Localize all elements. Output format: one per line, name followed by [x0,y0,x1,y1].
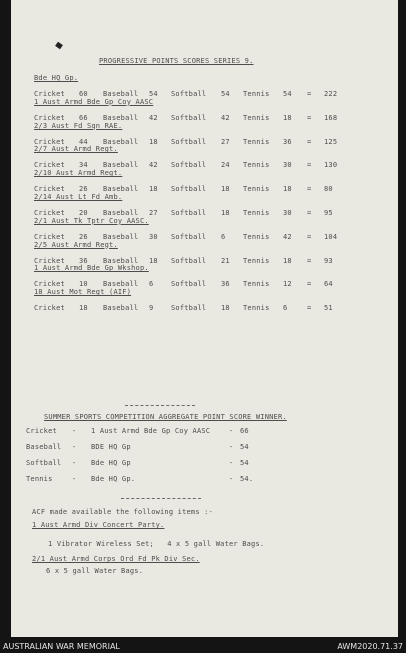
score-value: 18 [283,256,292,265]
sport-label: Cricket [34,209,65,217]
sport-label: Softball [171,209,207,217]
winner-sport: Baseball [26,443,62,451]
sport-label: Cricket [34,280,65,289]
unit-name: 18 Aust Mot Regt (AIF) [34,288,132,297]
sport-label: Cricket [34,185,65,194]
score-value: 12 [283,280,292,289]
unit-name: Bde HQ Gp. [34,74,79,82]
sport-label: Tennis [243,209,270,217]
score-value: 26 [79,185,88,194]
sport-label: Tennis [243,185,270,194]
score-value: 18 [149,137,158,146]
score-total: 104 [324,232,338,241]
sport-label: Tennis [243,137,270,146]
sport-label: Baseball [103,185,139,194]
sport-label: Baseball [103,161,139,170]
acf-recipient: 2/1 Aust Armd Corps Ord Fd Pk Div Sec. [32,555,200,563]
score-value: 54 [221,90,230,98]
score-value: 26 [79,232,88,241]
score-value: 18 [283,185,292,194]
equals-sign: = [307,161,312,170]
winner-sport: Cricket [26,427,57,435]
document-page [11,0,398,637]
sport-label: Softball [171,137,207,146]
acf-items: 6 x 5 gall Water Bags. [46,567,144,575]
score-value: 18 [149,256,158,265]
sport-label: Softball [171,256,207,265]
sport-label: Softball [171,232,207,241]
sport-label: Tennis [243,161,270,170]
equals-sign: = [307,280,312,289]
score-value: 6 [283,304,288,313]
score-value: 6 [221,232,226,241]
winner-unit: Bde HQ Gp [91,459,131,467]
score-value: 20 [79,209,88,217]
dash-separator: - [72,443,77,451]
equals-sign: = [307,209,312,217]
score-value: 30 [283,209,292,217]
score-value: 42 [221,113,230,122]
score-total: 125 [324,137,338,146]
score-value: 36 [283,137,292,146]
score-value: 42 [149,113,158,122]
unit-name: 2/5 Aust Armd Regt. [34,240,118,249]
score-value: 10 [79,280,88,289]
equals-sign: = [307,113,312,122]
score-value: 27 [149,209,158,217]
sport-label: Softball [171,280,207,289]
sport-label: Cricket [34,113,65,122]
footer-id: AWM2020.71.37 [337,642,403,651]
unit-name: 2/10 Aust Armd Regt. [34,169,123,178]
sport-label: Softball [171,185,207,194]
equals-sign: = [307,137,312,146]
equals-sign: = [307,304,312,313]
sport-label: Baseball [103,137,139,146]
unit-name: 2/7 Aust Armd Regt. [34,145,118,154]
score-total: 80 [324,185,333,194]
score-value: 30 [283,161,292,170]
divider [121,498,201,499]
sport-label: Tennis [243,232,270,241]
score-value: 27 [221,137,230,146]
score-value: 44 [79,137,88,146]
sport-label: Cricket [34,232,65,241]
dash-separator: - [229,459,234,467]
sport-label: Softball [171,161,207,170]
winner-points: 54 [240,459,249,467]
score-value: 54 [149,90,158,98]
winner-sport: Softball [26,459,62,467]
dash-separator: - [72,475,77,483]
sport-label: Tennis [243,256,270,265]
score-value: 18 [149,185,158,194]
score-total: 130 [324,161,338,170]
acf-recipient: 1 Aust Armd Div Concert Party. [32,521,165,529]
sport-label: Cricket [34,256,65,265]
sport-label: Baseball [103,256,139,265]
score-value: 9 [149,304,154,313]
winner-unit: 1 Aust Armd Bde Gp Coy AASC [91,427,211,435]
score-value: 18 [221,185,230,194]
score-value: 6 [149,280,154,289]
winner-unit: BDE HQ Gp [91,443,131,451]
score-value: 36 [79,256,88,265]
score-total: 64 [324,280,333,289]
winner-points: 54. [240,475,254,483]
score-total: 222 [324,90,338,98]
dash-separator: - [229,475,234,483]
score-value: 18 [283,113,292,122]
sport-label: Baseball [103,280,139,289]
sport-label: Cricket [34,90,65,98]
dash-separator: - [72,459,77,467]
footer [0,639,406,653]
dash-separator: - [229,427,234,435]
score-value: 18 [79,304,88,313]
score-value: 54 [283,90,292,98]
equals-sign: = [307,232,312,241]
unit-name: 2/3 Aust Fd Sqn RAE. [34,121,123,130]
sport-label: Cricket [34,161,65,170]
sport-label: Tennis [243,113,270,122]
sport-label: Tennis [243,304,270,313]
score-value: 30 [149,232,158,241]
sport-label: Softball [171,304,207,313]
equals-sign: = [307,185,312,194]
document-title: PROGRESSIVE POINTS SCORES SERIES 9. [99,57,254,65]
dash-separator: - [229,443,234,451]
score-value: 42 [283,232,292,241]
unit-name: 1 Aust Armd Bde Gp Wkshop. [34,264,149,273]
score-total: 93 [324,256,333,265]
sport-label: Softball [171,90,207,98]
score-total: 51 [324,304,333,313]
sport-label: Baseball [103,209,139,217]
sport-label: Softball [171,113,207,122]
score-value: 24 [221,161,230,170]
sport-label: Tennis [243,280,270,289]
equals-sign: = [307,90,312,98]
divider [125,405,195,406]
footer-source: AUSTRALIAN WAR MEMORIAL [3,642,120,651]
sport-label: Baseball [103,113,139,122]
winner-unit: Bde HQ Gp. [91,475,136,483]
score-value: 18 [221,304,230,313]
winner-sport: Tennis [26,475,53,483]
score-value: 21 [221,256,230,265]
winner-points: 66 [240,427,249,435]
score-value: 18 [221,209,230,217]
sport-label: Baseball [103,232,139,241]
unit-name: 1 Aust Armd Bde Gp Coy AASC [34,97,154,106]
score-value: 66 [79,113,88,122]
score-total: 168 [324,113,338,122]
acf-intro: ACF made available the following items :- [32,508,213,516]
score-value: 60 [79,90,88,98]
score-value: 42 [149,161,158,170]
sport-label: Tennis [243,90,270,98]
punch-mark [55,42,63,50]
score-total: 95 [324,209,333,217]
sport-label: Baseball [103,304,139,313]
unit-name: 2/1 Aust Tk Tptr Coy AASC. [34,216,149,225]
dash-separator: - [72,427,77,435]
score-value: 36 [221,280,230,289]
sport-label: Cricket [34,137,65,146]
score-value: 34 [79,161,88,170]
sport-label: Cricket [34,304,65,313]
equals-sign: = [307,256,312,265]
unit-name: 2/14 Aust Lt Fd Amb. [34,193,123,201]
sport-label: Baseball [103,90,139,98]
competition-title: SUMMER SPORTS COMPETITION AGGREGATE POINT SCORE WINNER. [44,413,287,421]
winner-points: 54 [240,443,249,451]
acf-items: 1 Vibrator Wireless Set; 4 x 5 gall Water Bags. [48,540,265,548]
